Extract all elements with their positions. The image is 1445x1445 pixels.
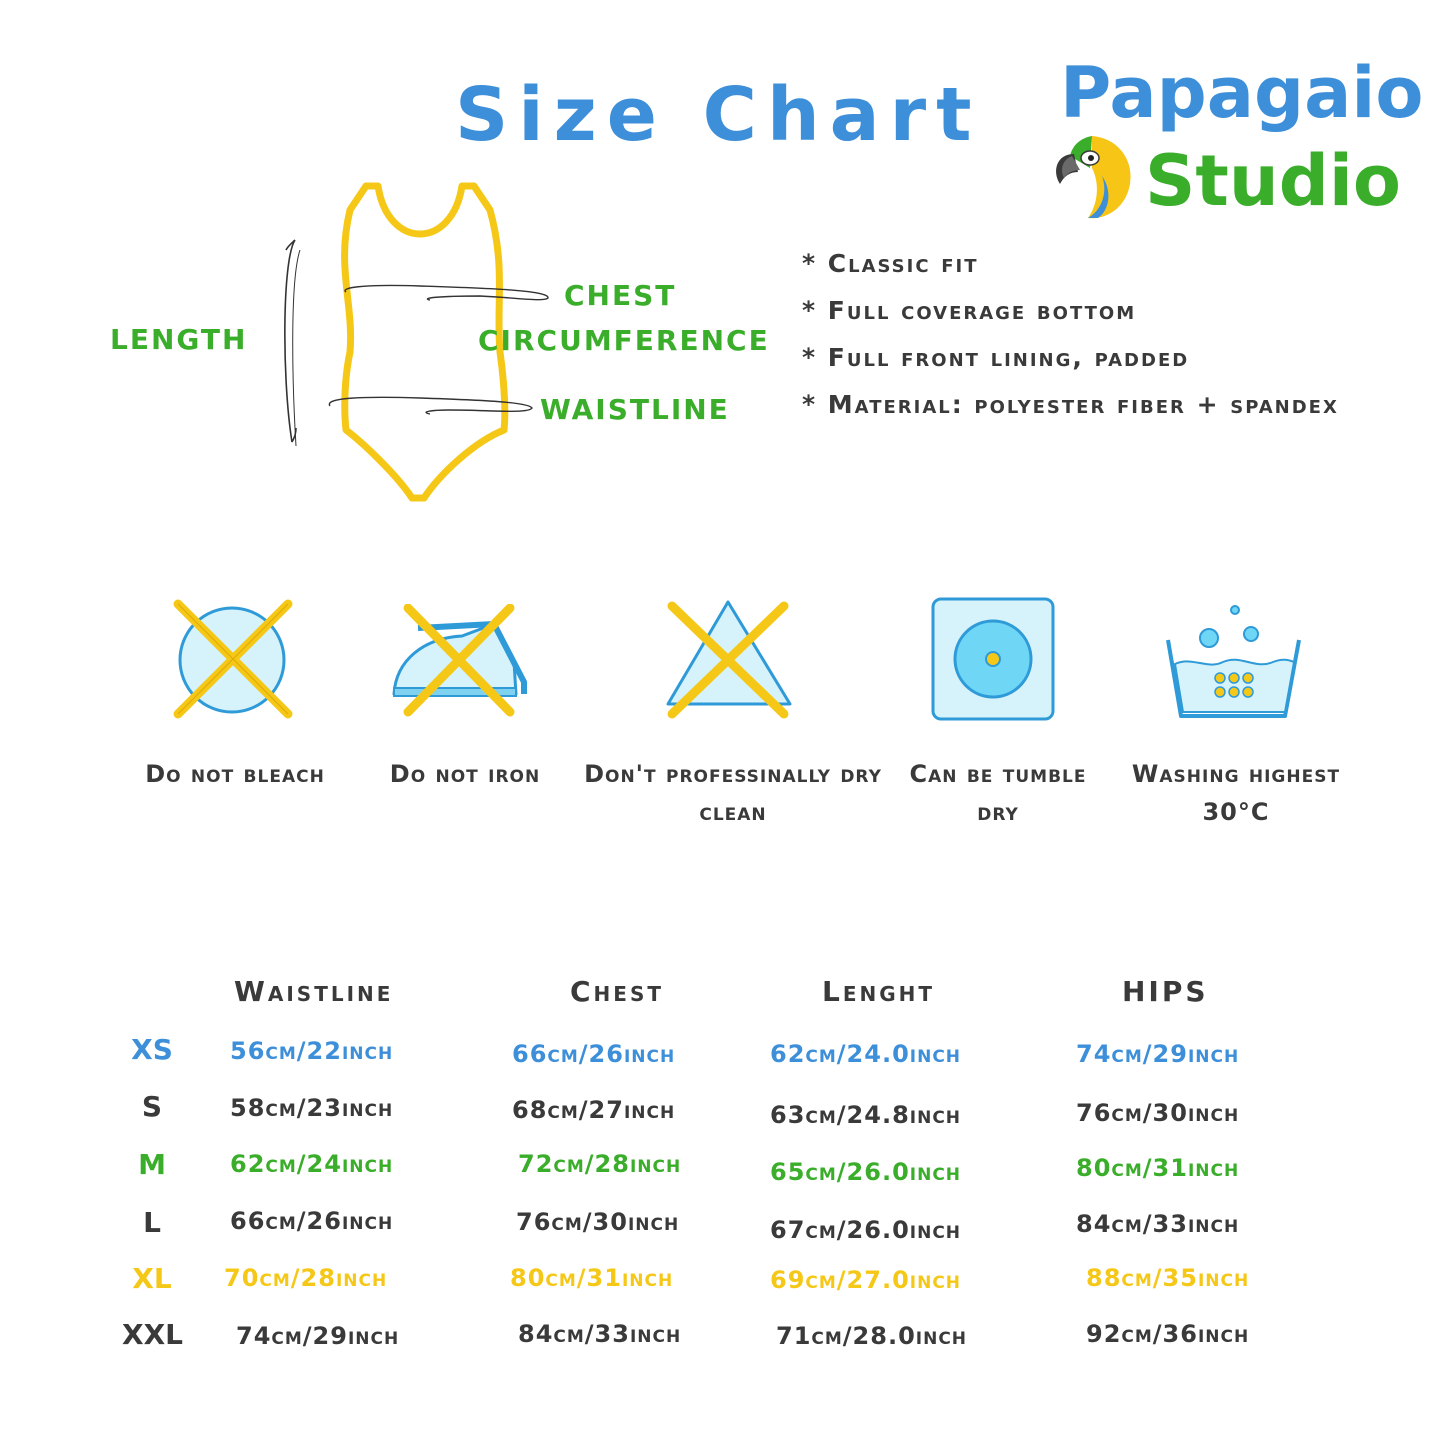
table-cell: 62cm/24inch: [230, 1150, 394, 1178]
care-label-no-dry-clean: Don't professinally dry clean: [584, 760, 882, 826]
chest-line: [345, 285, 548, 300]
length-label: LENGTH: [110, 323, 248, 356]
table-cell: 88cm/35inch: [1086, 1264, 1250, 1292]
table-cell: 70cm/28inch: [224, 1264, 388, 1292]
no-dry-clean-icon: [662, 596, 796, 722]
brand-name-line1: Papagaio: [1060, 52, 1424, 134]
tumble-dry-icon: [930, 596, 1056, 722]
table-cell: 76cm/30inch: [516, 1208, 680, 1236]
table-cell: 66cm/26inch: [512, 1040, 676, 1068]
size-label-xl: XL: [132, 1262, 172, 1295]
table-header-chest: Chest: [570, 975, 664, 1008]
no-bleach-icon: [172, 598, 296, 722]
wash-30-icon: [1163, 600, 1305, 722]
table-cell: 74cm/29inch: [1076, 1040, 1240, 1068]
page-title: Size Chart: [455, 72, 982, 158]
table-cell: 80cm/31inch: [510, 1264, 674, 1292]
feature-item: * Full front lining, padded: [802, 343, 1190, 372]
table-cell: 67cm/26.0inch: [770, 1216, 962, 1244]
table-cell: 62cm/24.0inch: [770, 1040, 962, 1068]
table-cell: 84cm/33inch: [1076, 1210, 1240, 1238]
care-label-no-iron: Do not iron: [389, 760, 541, 788]
feature-list: [802, 240, 1362, 428]
no-iron-icon: [390, 604, 530, 718]
brand-name-line2: Studio: [1145, 140, 1401, 222]
table-header-length: Lenght: [822, 975, 936, 1008]
table-cell: 74cm/29inch: [236, 1322, 400, 1350]
care-label-no-bleach: Do not bleach: [145, 760, 325, 788]
table-cell: 72cm/28inch: [518, 1150, 682, 1178]
table-header-hips: HIPS: [1122, 975, 1209, 1008]
care-label-wash-30: Washing highest 30°C: [1131, 760, 1341, 826]
size-label-l: L: [143, 1206, 161, 1239]
waistline-label: WAISTLINE: [540, 393, 730, 426]
parrot-icon: [1050, 128, 1135, 223]
feature-item: * Full coverage bottom: [802, 296, 1137, 325]
size-label-xxl: XXL: [122, 1318, 184, 1351]
table-cell: 69cm/27.0inch: [770, 1266, 962, 1294]
table-cell: 71cm/28.0inch: [776, 1322, 968, 1350]
chest-label-line2: CIRCUMFERENCE: [478, 324, 770, 357]
size-label-xs: XS: [131, 1033, 173, 1066]
table-cell: 63cm/24.8inch: [770, 1101, 962, 1129]
table-cell: 68cm/27inch: [512, 1096, 676, 1124]
table-cell: 80cm/31inch: [1076, 1154, 1240, 1182]
feature-item: * Material: polyester fiber + spandex: [802, 390, 1339, 419]
table-cell: 76cm/30inch: [1076, 1099, 1240, 1127]
feature-item: * Classic fit: [802, 249, 979, 278]
table-cell: 66cm/26inch: [230, 1207, 394, 1235]
care-label-tumble-dry: Can be tumble dry: [909, 760, 1087, 826]
size-label-s: S: [141, 1090, 163, 1123]
chest-label-line1: CHEST: [564, 279, 677, 312]
table-cell: 84cm/33inch: [518, 1320, 682, 1348]
size-label-m: M: [138, 1148, 166, 1181]
table-cell: 92cm/36inch: [1086, 1320, 1250, 1348]
table-cell: 58cm/23inch: [230, 1094, 394, 1122]
table-cell: 56cm/22inch: [230, 1037, 394, 1065]
table-header-waistline: Waistline: [234, 975, 394, 1008]
table-cell: 65cm/26.0inch: [770, 1158, 962, 1186]
